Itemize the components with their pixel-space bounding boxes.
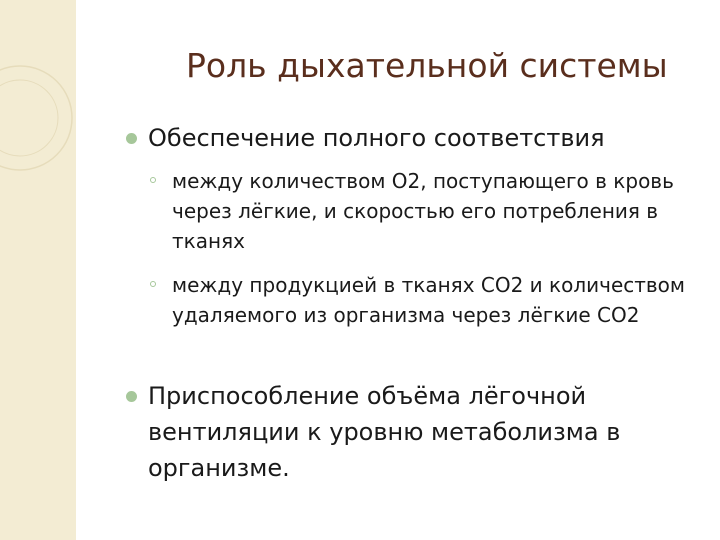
sub-bullet-ring-icon: [150, 177, 156, 183]
bullet-item-2-text: Приспособление объёма лёгочной вентиляции к уровню метаболизма в организме.: [148, 382, 621, 482]
sub-bullet-ring-icon: [150, 281, 156, 287]
sidebar-circles-icon: [0, 0, 76, 540]
sub-bullet-item-2: [172, 270, 712, 330]
bullet-item-2: [148, 378, 688, 486]
bullet-dot-icon: [126, 133, 137, 144]
bullet-item-1-text: Обеспечение полного соответствия: [148, 124, 605, 152]
decorative-sidebar: [0, 0, 76, 540]
sub-bullet-item-1-text: между количеством О2, поступающего в кровь через лёгкие, и скоростью его потребления в тканях: [172, 169, 674, 253]
bullet-item-1: [148, 122, 605, 154]
sub-bullet-item-2-text: между продукцией в тканях СО2 и количеством удаляемого из организма через лёгкие СО2: [172, 273, 686, 327]
slide-title: Роль дыхательной системы: [186, 46, 668, 85]
bullet-dot-icon: [126, 391, 137, 402]
slide-content: [78, 0, 720, 540]
sub-bullet-item-1: [172, 166, 712, 256]
